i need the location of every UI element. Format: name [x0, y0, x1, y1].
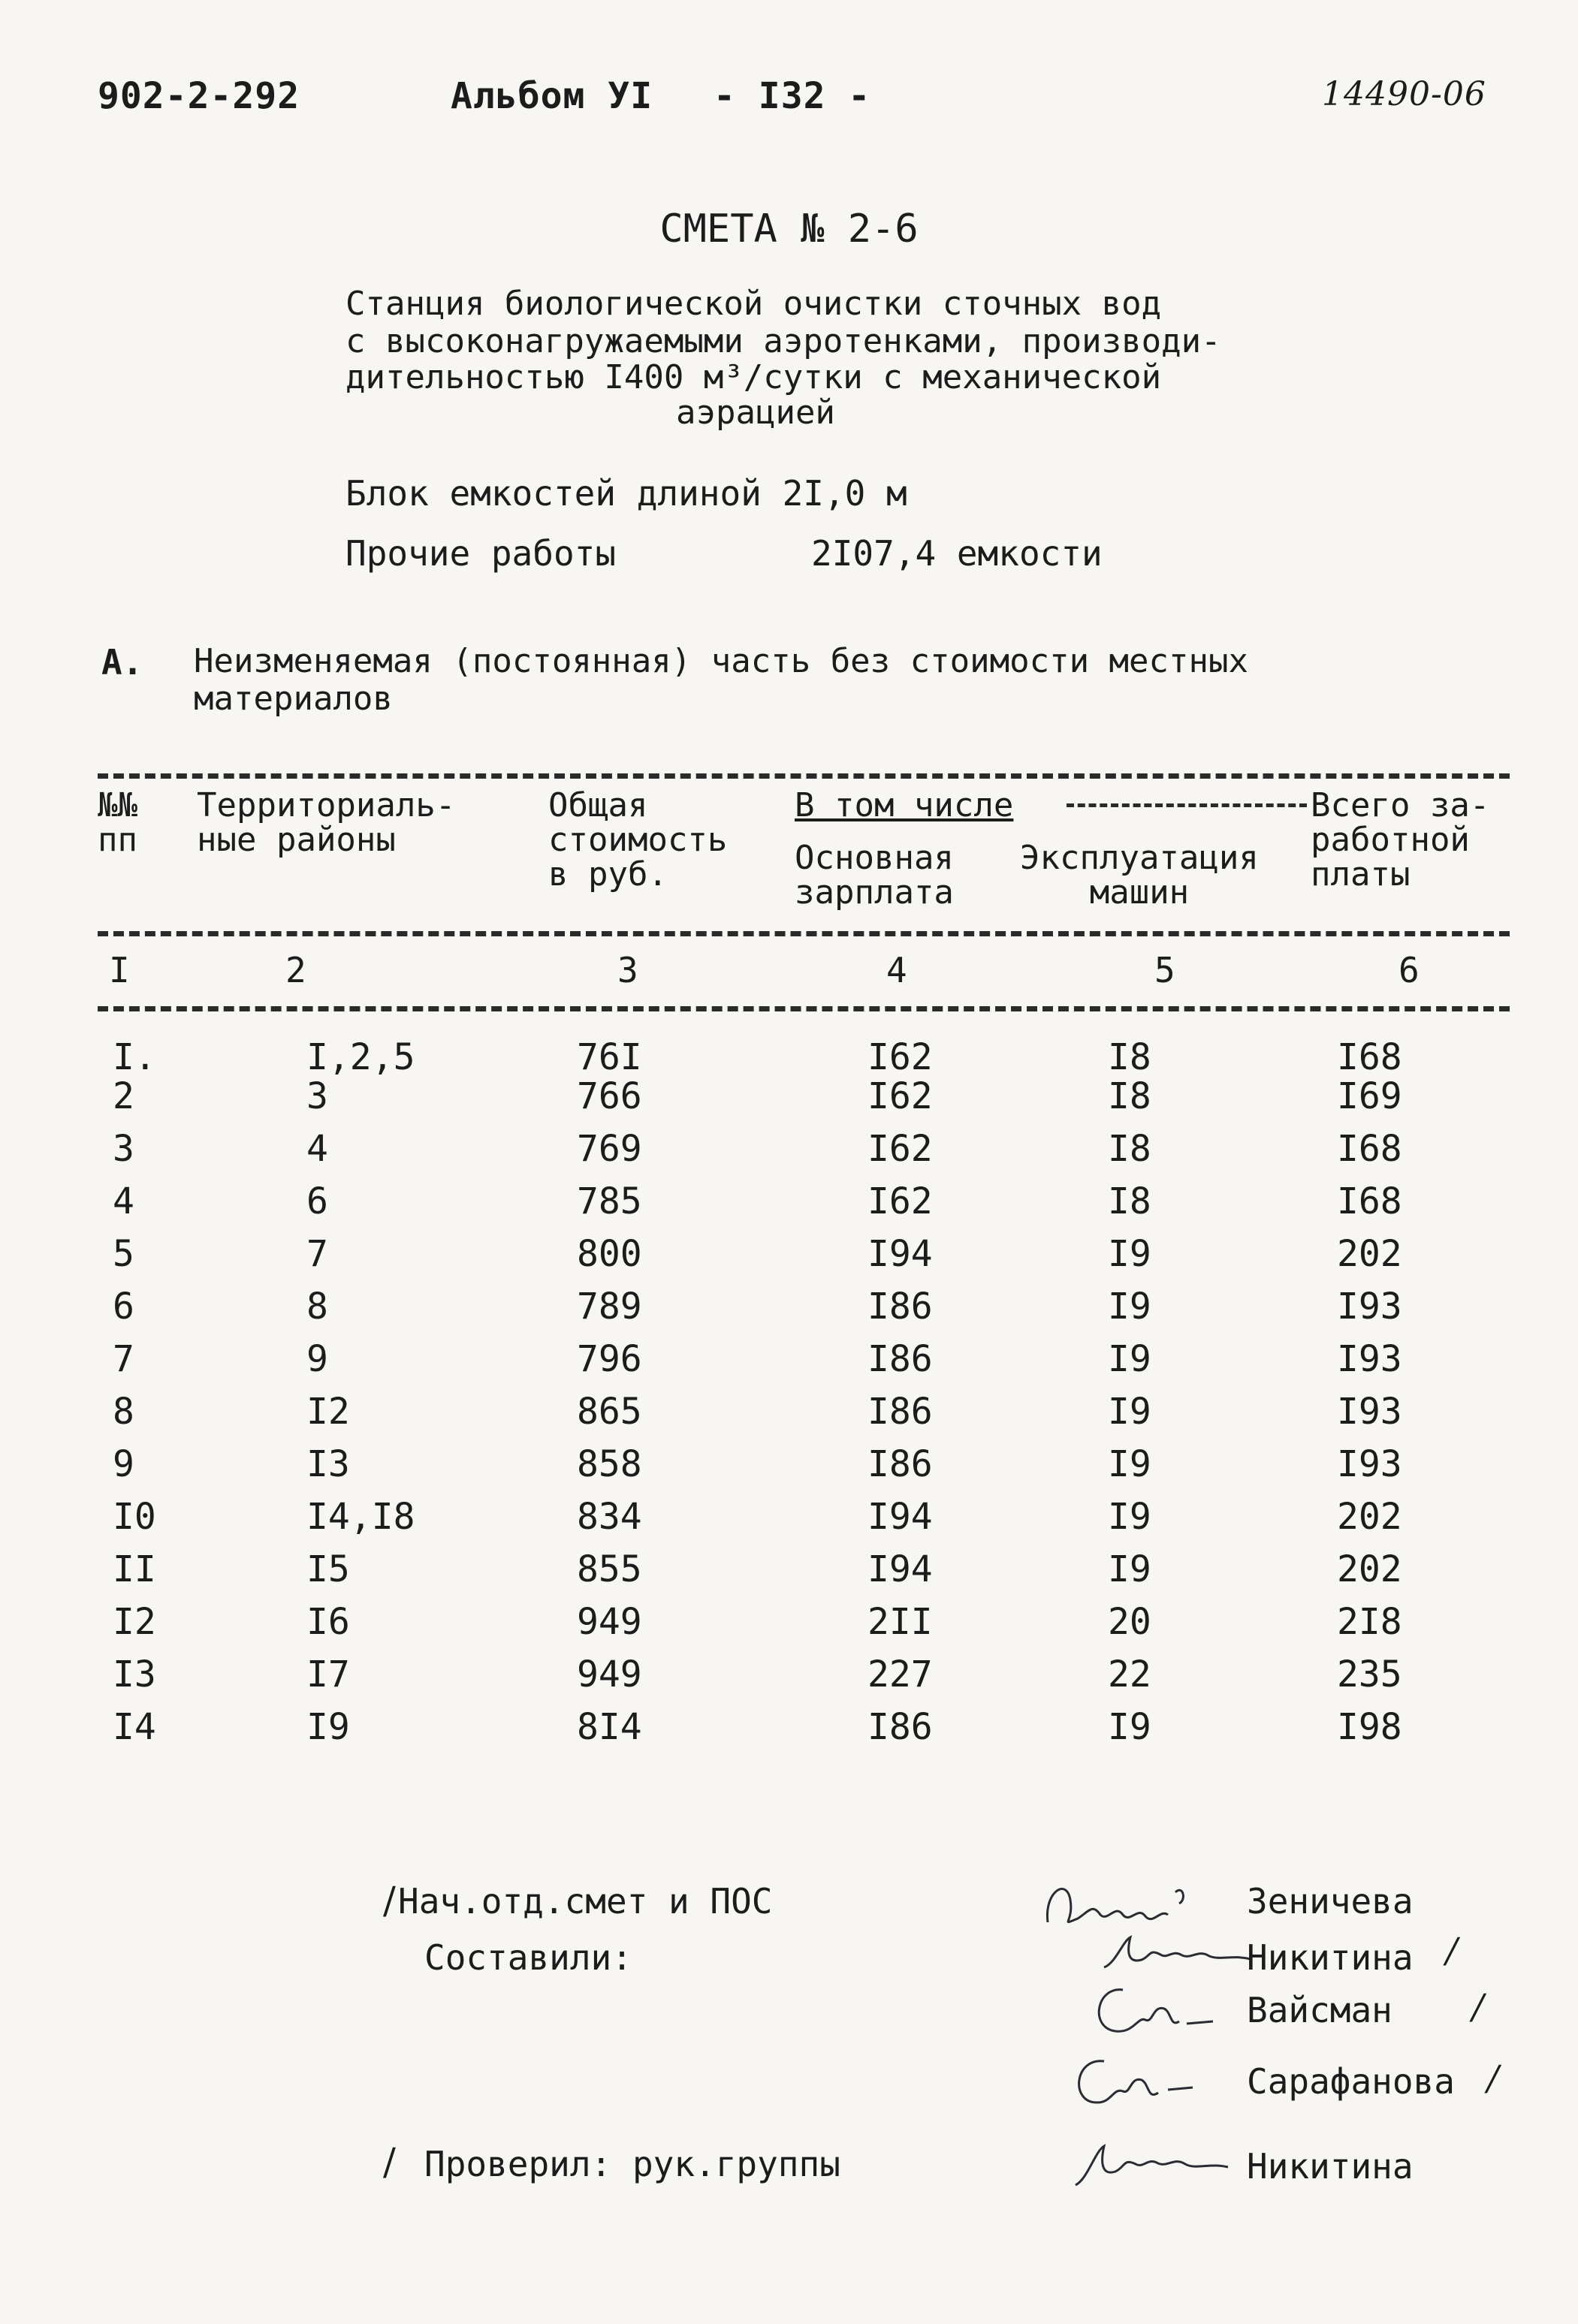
estimate-title: СМЕТА № 2-6 [659, 206, 919, 252]
row-number: 9 [113, 1443, 134, 1485]
table-row [0, 1338, 1578, 1391]
row-number: I4 [113, 1706, 156, 1748]
region-cell: 8 [306, 1286, 328, 1328]
table-row [0, 1180, 1578, 1233]
region-cell: 6 [306, 1180, 328, 1222]
table-row [0, 1548, 1578, 1601]
total-cost-cell: 769 [577, 1128, 642, 1170]
region-cell: 4 [306, 1128, 328, 1170]
column-number-4: 4 [886, 950, 907, 990]
table-row [0, 1391, 1578, 1443]
row-number: II [113, 1548, 156, 1590]
table-row [0, 1286, 1578, 1338]
table-row [0, 1443, 1578, 1496]
column-number-5: 5 [1154, 950, 1175, 990]
section-heading-line-2: материалов [194, 680, 393, 718]
total-wages-cell: 2I8 [1337, 1601, 1402, 1643]
works-value: 2I07,4 емкости [811, 533, 1103, 574]
column-number-2: 2 [285, 950, 306, 990]
region-cell: 3 [306, 1075, 328, 1117]
total-cost-cell: 834 [577, 1496, 642, 1538]
machine-cell: I8 [1108, 1075, 1151, 1117]
table-row [0, 1601, 1578, 1653]
base-salary-cell: 2II [867, 1601, 933, 1643]
base-salary-cell: I62 [867, 1075, 933, 1117]
document-code: 902-2-292 [98, 75, 300, 117]
row-number: 3 [113, 1128, 134, 1170]
column-header-regions: Территориаль- ные районы [197, 786, 456, 859]
base-salary-cell: I86 [867, 1706, 933, 1748]
machine-cell: 20 [1108, 1601, 1151, 1643]
description-line-4: аэрацией [676, 393, 835, 432]
column-header-including: В том числе [795, 786, 1014, 824]
table-row [0, 1496, 1578, 1548]
machine-cell: I8 [1108, 1128, 1151, 1170]
machine-cell: I9 [1108, 1233, 1151, 1275]
total-cost-cell: 858 [577, 1443, 642, 1485]
total-cost-cell: 855 [577, 1548, 642, 1590]
row-number: I0 [113, 1496, 156, 1538]
section-heading-line-1: Неизменяемая (постоянная) часть без стоимости местных [194, 642, 1248, 680]
total-cost-cell: 796 [577, 1338, 642, 1380]
slash-mark: / [1472, 1986, 1484, 2027]
signatory-name: Никитина [1247, 2146, 1414, 2187]
row-number: 6 [113, 1286, 134, 1328]
page-number: - I32 - [714, 75, 871, 117]
total-wages-cell: I68 [1337, 1036, 1402, 1078]
region-cell: 9 [306, 1338, 328, 1380]
row-number: 4 [113, 1180, 134, 1222]
total-wages-cell: I68 [1337, 1180, 1402, 1222]
section-letter: А. [101, 642, 143, 683]
machine-cell: I8 [1108, 1180, 1151, 1222]
total-wages-cell: I93 [1337, 1338, 1402, 1380]
region-cell: I4,I8 [306, 1496, 415, 1538]
total-wages-cell: I98 [1337, 1706, 1402, 1748]
signature-scribble-4 [1059, 2046, 1217, 2121]
total-cost-cell: 949 [577, 1653, 642, 1696]
table-row [0, 1036, 1578, 1078]
table-body [0, 1036, 1578, 1759]
column-number-1: I [109, 950, 130, 990]
total-wages-cell: 202 [1337, 1548, 1402, 1590]
inventory-number: 14490-06 [1322, 75, 1486, 113]
machine-cell: I9 [1108, 1496, 1151, 1538]
region-cell: I9 [306, 1706, 350, 1748]
total-cost-cell: 76I [577, 1036, 642, 1078]
signature-scribble-5 [1067, 2133, 1247, 2200]
slash-mark: / [1487, 2057, 1499, 2098]
signatory-name: Никитина [1247, 1937, 1414, 1978]
table-top-rule [98, 773, 1510, 779]
total-cost-cell: 8I4 [577, 1706, 642, 1748]
row-number: 7 [113, 1338, 134, 1380]
region-cell: I6 [306, 1601, 350, 1643]
total-wages-cell: I68 [1337, 1128, 1402, 1170]
region-cell: I7 [306, 1653, 350, 1696]
description-line-2: с высоконагружаемыми аэротенками, производи- [345, 322, 1221, 360]
base-salary-cell: I86 [867, 1286, 933, 1328]
column-header-total-cost: Общая стоимость в руб. [548, 786, 728, 894]
signatory-name: Сарафанова [1247, 2061, 1455, 2102]
machine-cell: I9 [1108, 1548, 1151, 1590]
machine-cell: 22 [1108, 1653, 1151, 1696]
album-label: Альбом УI [451, 75, 653, 117]
base-salary-cell: I94 [867, 1233, 933, 1275]
column-header-base-salary: Основная зарплата [795, 839, 954, 912]
column-number-6: 6 [1398, 950, 1420, 990]
column-number-3: 3 [617, 950, 638, 990]
including-dash-rule [1067, 803, 1307, 807]
total-wages-cell: I93 [1337, 1286, 1402, 1328]
row-number: I3 [113, 1653, 156, 1696]
base-salary-cell: I86 [867, 1391, 933, 1433]
slash-mark: / [1446, 1930, 1458, 1970]
total-wages-cell: 235 [1337, 1653, 1402, 1696]
region-cell: I2 [306, 1391, 350, 1433]
row-number: 2 [113, 1075, 134, 1117]
base-salary-cell: I62 [867, 1180, 933, 1222]
base-salary-cell: I86 [867, 1443, 933, 1485]
table-row [0, 1075, 1578, 1128]
base-salary-cell: I86 [867, 1338, 933, 1380]
signatory-name: Зеничева [1247, 1881, 1414, 1922]
column-header-number: №№ пп [98, 786, 137, 859]
numbers-rule [98, 1006, 1510, 1011]
block-label: Блок емкостей длиной 2I,0 м [345, 473, 907, 514]
base-salary-cell: 227 [867, 1653, 933, 1696]
base-salary-cell: I94 [867, 1496, 933, 1538]
total-wages-cell: 202 [1337, 1233, 1402, 1275]
header-rule [98, 931, 1510, 936]
base-salary-cell: I94 [867, 1548, 933, 1590]
total-cost-cell: 785 [577, 1180, 642, 1222]
description-line-3: дительностью I400 м³/сутки с механической [345, 358, 1162, 396]
table-row [0, 1653, 1578, 1706]
total-wages-cell: I69 [1337, 1075, 1402, 1117]
total-wages-cell: 202 [1337, 1496, 1402, 1538]
works-label: Прочие работы [345, 533, 617, 574]
machine-cell: I9 [1108, 1286, 1151, 1328]
region-cell: I5 [306, 1548, 350, 1590]
machine-cell: I9 [1108, 1338, 1151, 1380]
description-line-1: Станция биологической очистки сточных вод [345, 285, 1162, 323]
machine-cell: I9 [1108, 1391, 1151, 1433]
column-header-total-wages: Всего за- работной платы [1311, 786, 1490, 894]
compiled-by-label: Составили: [424, 1937, 632, 1978]
machine-cell: I9 [1108, 1706, 1151, 1748]
row-number: 5 [113, 1233, 134, 1275]
total-cost-cell: 766 [577, 1075, 642, 1117]
region-cell: 7 [306, 1233, 328, 1275]
total-wages-cell: I93 [1337, 1391, 1402, 1433]
slash-mark: / [383, 1879, 396, 1922]
table-row [0, 1706, 1578, 1759]
slash-mark: / [383, 2140, 396, 2184]
signatory-name: Вайсман [1247, 1990, 1392, 2030]
total-cost-cell: 800 [577, 1233, 642, 1275]
total-wages-cell: I93 [1337, 1443, 1402, 1485]
machine-cell: I8 [1108, 1036, 1151, 1078]
column-header-machine-operation: Эксплуатация машин [1020, 839, 1259, 912]
signature-scribble-2 [1097, 1926, 1269, 1979]
total-cost-cell: 949 [577, 1601, 642, 1643]
row-number: I2 [113, 1601, 156, 1643]
region-cell: I,2,5 [306, 1036, 415, 1078]
row-number: I. [113, 1036, 156, 1078]
region-cell: I3 [306, 1443, 350, 1485]
total-cost-cell: 865 [577, 1391, 642, 1433]
total-cost-cell: 789 [577, 1286, 642, 1328]
department-head-label: Нач.отд.смет и ПОС [398, 1881, 773, 1922]
checked-by-label: Проверил: рук.группы [424, 2144, 840, 2184]
row-number: 8 [113, 1391, 134, 1433]
table-row [0, 1233, 1578, 1286]
table-row [0, 1128, 1578, 1180]
machine-cell: I9 [1108, 1443, 1151, 1485]
signature-scribble-3 [1082, 1975, 1239, 2050]
base-salary-cell: I62 [867, 1128, 933, 1170]
base-salary-cell: I62 [867, 1036, 933, 1078]
